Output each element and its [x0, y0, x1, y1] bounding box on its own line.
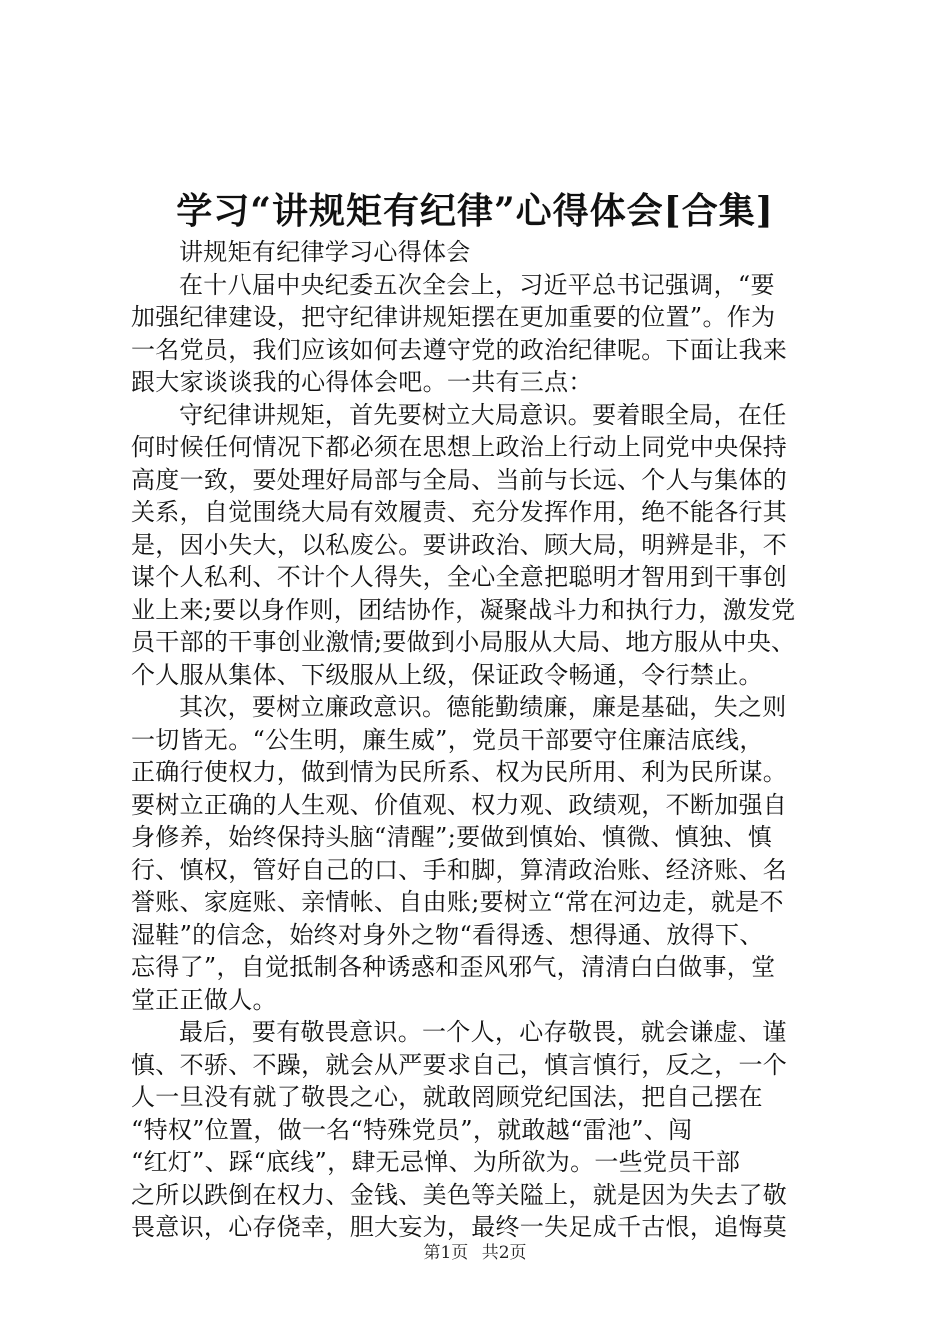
document-body	[131, 236, 831, 1244]
text-line: 加强纪律建设，把守纪律讲规矩摆在更加重要的位置”。作为	[131, 303, 776, 331]
text-line: 慎、不骄、不躁，就会从严要求自己，慎言慎行，反之，一个	[131, 1050, 788, 1079]
text-line: 堂正正做人。	[131, 985, 277, 1014]
document-title: 学习“讲规矩有纪律”心得体会[合集]	[176, 190, 774, 232]
text-line: 跟大家谈谈我的心得体会吧。一共有三点：	[131, 368, 593, 396]
text-line: 在十八届中央纪委五次全会上，习近平总书记强调，“要	[179, 270, 775, 299]
text-line: 之所以跌倒在权力、金钱、美色等关隘上，就是因为失去了敬	[131, 1180, 788, 1209]
text-line: 高度一致，要处理好局部与全局、当前与长远、个人与集体的	[131, 465, 788, 494]
text-line: “红灯”、踩“底线”，肆无忌惮、为所欲为。一些党员干部	[131, 1148, 741, 1176]
text-line: 忘得了”，自觉抵制各种诱惑和歪风邪气，清清白白做事，堂	[131, 953, 776, 981]
text-line: 身修养，始终保持头脑“清醒”;要做到慎始、慎微、慎独、慎	[131, 823, 773, 851]
text-line: 是，因小失大，以私废公。要讲政治、顾大局，明辨是非，不	[131, 530, 788, 559]
text-line: 正确行使权力，做到情为民所系、权为民所用、利为民所谋。	[131, 758, 788, 786]
text-line: “特权”位置，做一名“特殊党员”，就敢越“雷池”、闯	[131, 1115, 693, 1144]
text-line: 个人服从集体、下级服从上级，保证政令畅通，令行禁止。	[131, 660, 763, 689]
text-line: 其次，要树立廉政意识。德能勤绩廉，廉是基础，失之则	[179, 693, 787, 721]
text-line: 员干部的干事创业激情;要做到小局服从大局、地方服从中央、	[131, 628, 796, 656]
text-line: 关系，自觉围绕大局有效履责、充分发挥作用，绝不能各行其	[131, 498, 788, 526]
text-line: 湿鞋”的信念，始终对身外之物“看得透、想得通、放得下、	[131, 920, 764, 949]
text-line: 守纪律讲规矩，首先要树立大局意识。要着眼全局，在任	[179, 400, 787, 429]
subtitle-line: 讲规矩有纪律学习心得体会	[179, 238, 471, 266]
text-line: 业上来;要以身作则，团结协作，凝聚战斗力和执行力，激发党	[131, 595, 796, 624]
text-line: 一名党员，我们应该如何去遵守党的政治纪律呢。下面让我来	[131, 335, 788, 364]
text-line: 行、慎权，管好自己的口、手和脚，算清政治账、经济账、名	[131, 855, 788, 884]
page-number: 第1页	[423, 1243, 469, 1263]
text-line: 一切皆无。“公生明，廉生威”，党员干部要守住廉洁底线，	[131, 725, 764, 754]
page-footer	[0, 1238, 950, 1263]
text-line: 誉账、家庭账、亲情帐、自由账;要树立“常在河边走，就是不	[131, 888, 784, 916]
text-line: 畏意识，心存侥幸，胆大妄为，最终一失足成千古恨，追悔莫	[131, 1213, 788, 1241]
text-line: 谋个人私利、不计个人得失，全心全意把聪明才智用到干事创	[131, 563, 788, 591]
text-line: 何时候任何情况下都必须在思想上政治上行动上同党中央保持	[131, 433, 788, 461]
text-line: 要树立正确的人生观、价值观、权力观、政绩观，不断加强自	[131, 790, 788, 819]
text-line: 人一旦没有就了敬畏之心，就敢罔顾党纪国法，把自己摆在	[131, 1083, 763, 1111]
page-total: 共2页	[481, 1243, 527, 1263]
text-line: 最后，要有敬畏意识。一个人，心存敬畏，就会谦虚、谨	[179, 1018, 787, 1046]
